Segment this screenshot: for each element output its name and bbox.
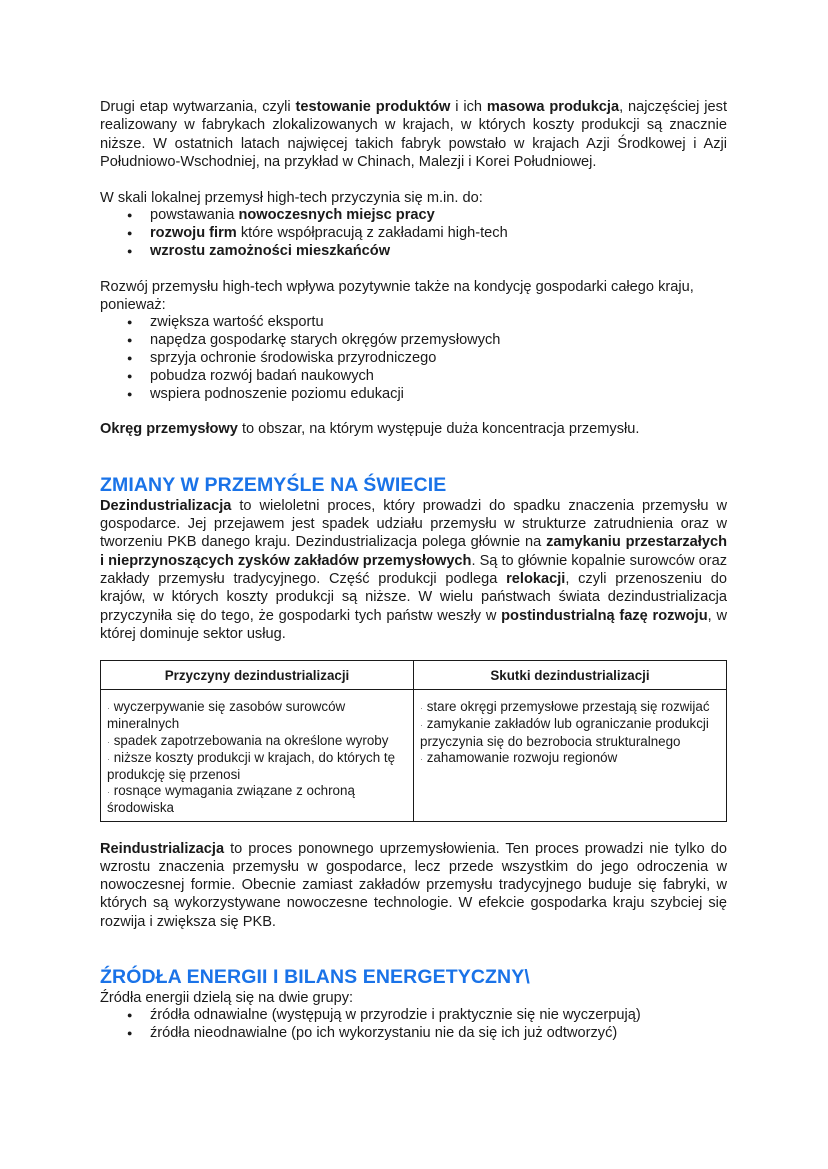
list-item: · spadek zapotrzebowania na określone wyroby (107, 732, 389, 748)
energy-sources-intro: Źródła energii dzielą się na dwie grupy: (100, 990, 354, 1007)
list-item: ● źródła nieodnawialne (po ich wykorzystaniu nie da się ich już odtworzyć) (100, 1025, 727, 1043)
list-item: ● wzrostu zamożności mieszkańców (100, 243, 727, 261)
table-cell-effects (414, 690, 727, 821)
list-item: ● powstawania nowoczesnych miejsc pracy (100, 207, 727, 225)
paragraph-deindustrialization: Dezindustrializacja to wieloletni proces, który prowadzi do spadku znaczenia przemysłu w gospodarce. Jej przejawem jest spadek udziału przemysłu w strukturze zatrudnienia oraz w tworzeniu PKB danego kraju. Dezindustrializacja polega głównie na zamykaniu przestarzałych i nieprzynoszących zysków zakładów przemysłowych. Są to głównie kopalnie surowców oraz zakłady przemysłu tradycyjnego. Część produkcji podlega relokacji, czyli przenoszeniu do krajów, w których koszty produkcji są niższe. W wielu państwach świata dezindustrializacja przyczyniła się do tego, że gospodarki tych państw weszły w postindustrialną fazę rozwoju, w której dominuje sektor usług. (100, 497, 728, 642)
table-cell-causes (101, 690, 414, 821)
list-item: ● źródła odnawialne (występują w przyrodzie i praktycznie się nie wyczerpują) (100, 1007, 727, 1025)
table-header-effects: Skutki dezindustrializacji (414, 661, 727, 690)
paragraph-reindustrialization: Reindustrializacja to proces ponownego uprzemysłowienia. Ten proces prowadzi nie tylko do wzrostu znaczenia przemysłu w gospodarce, lecz przede wszystkim do jego odroczenia w nowoczesnej formie. Obecnie zamiast zakładów przemysłu tradycyjnego buduje się fabryki, w których są wykorzystywane nowoczesne technologie. W efekcie gospodarka kraju szybciej się rozwija i zwiększa się PKB. (100, 840, 727, 930)
section-heading-energy-sources: ŹRÓDŁA ENERGII I BILANS ENERGETYCZNY\ (100, 966, 530, 989)
energy-sources-list (100, 1007, 727, 1043)
list-item: ● napędza gospodarkę starych okręgów przemysłowych (100, 332, 727, 350)
local-impact-intro: W skali lokalnej przemysł high-tech przyczynia się m.in. do: (100, 190, 483, 207)
list-item: · rosnące wymagania związane z ochroną środowiska (107, 783, 355, 816)
list-item: · stare okręgi przemysłowe przestają się rozwijać (420, 699, 710, 715)
list-item: ● sprzyja ochronie środowiska przyrodniczego (100, 350, 727, 368)
list-item: · zamykanie zakładów lub ograniczanie produkcji przyczynia się do bezrobocia strukturalnego (420, 716, 709, 749)
deindustrialization-table (100, 660, 727, 821)
table-header-causes: Przyczyny dezindustrializacji (101, 661, 414, 690)
list-item: · niższe koszty produkcji w krajach, do których tę produkcję się przenosi (107, 749, 396, 782)
document-page (100, 98, 727, 1043)
list-item: · wyczerpywanie się zasobów surowców mineralnych (107, 699, 346, 732)
country-impact-intro: Rozwój przemysłu high-tech wpływa pozytywnie także na kondycję gospodarki całego kraju, ponieważ: (100, 278, 694, 314)
local-impact-list (100, 207, 727, 260)
paragraph-production-stage: Drugi etap wytwarzania, czyli testowanie produktów i ich masowa produkcja, najczęściej jest realizowany w fabrykach zlokalizowanych w krajach, w których koszty produkcji są znacznie niższe. W ostatnich latach najwięcej takich fabryk powstało w krajach Azji Środkowej i Azji Południowo-Wschodniej, na przykład w Chinach, Malezji i Korei Południowej. (100, 99, 727, 170)
list-item: ● wspiera podnoszenie poziomu edukacji (100, 386, 727, 404)
industrial-district-definition: Okręg przemysłowy to obszar, na którym występuje duża koncentracja przemysłu. (100, 421, 640, 438)
country-impact-list (100, 314, 727, 403)
list-item: ● zwiększa wartość eksportu (100, 314, 727, 332)
section-heading-industry-changes: ZMIANY W PRZEMYŚLE NA ŚWIECIE (100, 473, 447, 496)
list-item: ● rozwoju firm które współpracują z zakładami high-tech (100, 225, 727, 243)
list-item: · zahamowanie rozwoju regionów (420, 749, 618, 765)
list-item: ● pobudza rozwój badań naukowych (100, 368, 727, 386)
